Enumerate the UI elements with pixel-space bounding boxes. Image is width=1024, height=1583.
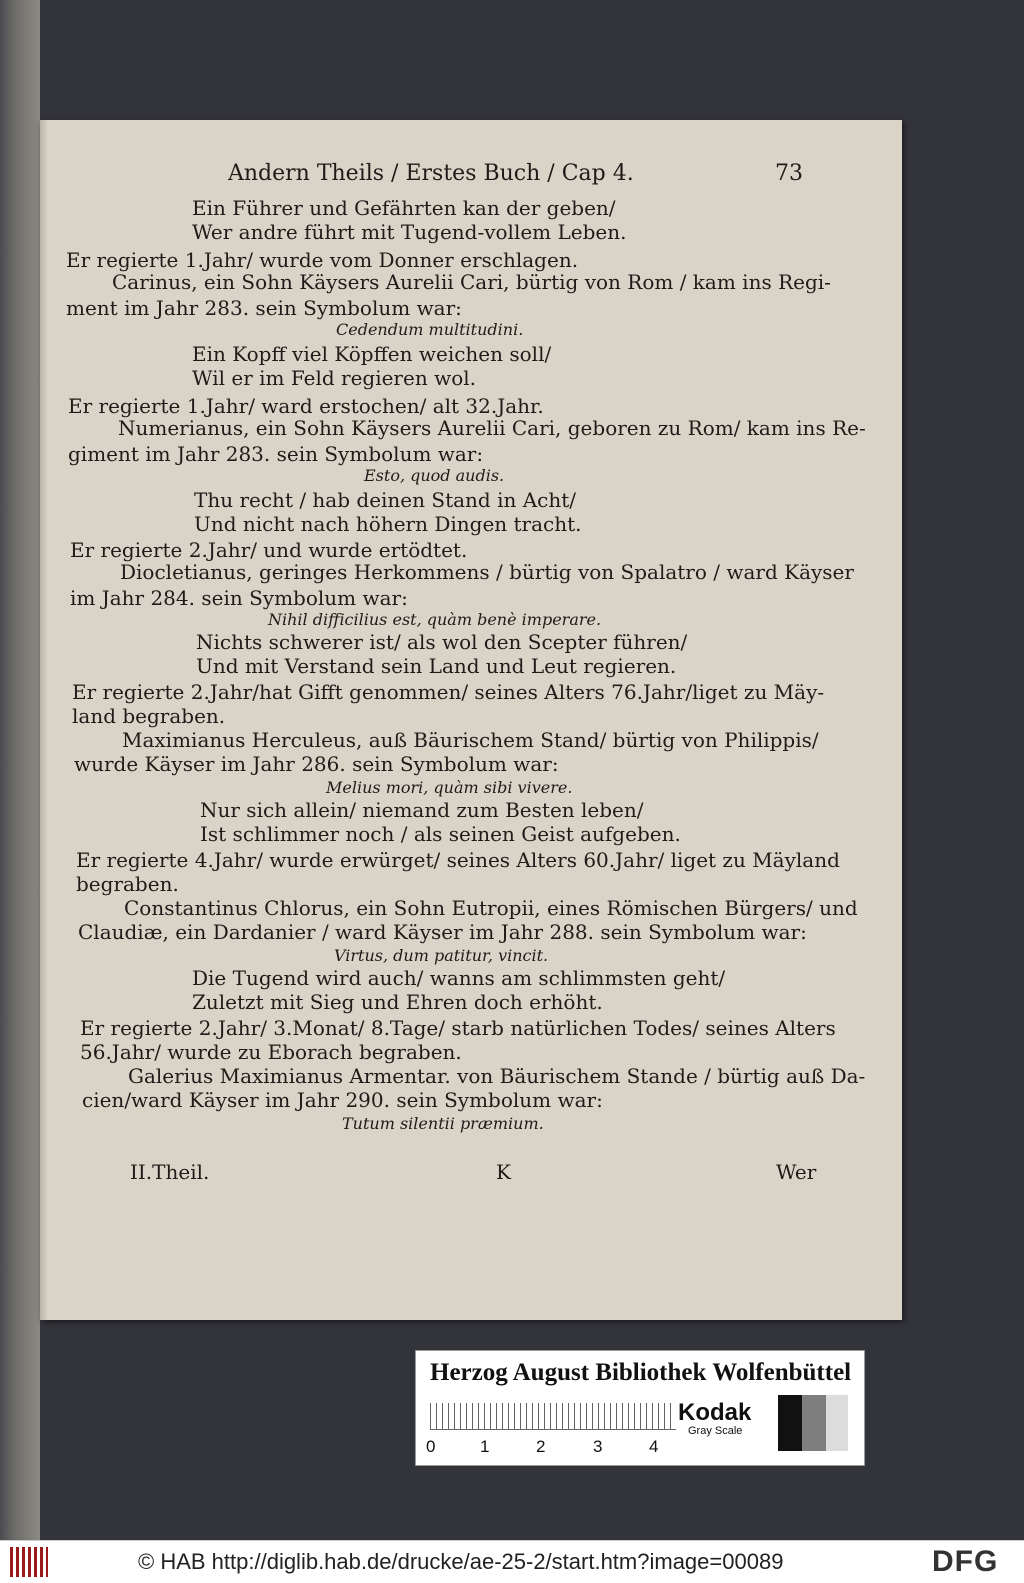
- kodak-logo-text: Kodak: [678, 1399, 752, 1426]
- text-line: Ein Führer und Gefährten kan der geben/: [192, 196, 616, 220]
- text-line: Nur sich allein/ niemand zum Besten leben/: [200, 798, 644, 822]
- motto-line: Virtus, dum patitur, vincit.: [334, 946, 549, 965]
- text-line: Zuletzt mit Sieg und Ehren doch erhöht.: [192, 990, 603, 1014]
- card-title: Herzog August Bibliothek Wolfenbüttel: [430, 1359, 852, 1386]
- text-line: Ein Kopff viel Köpffen weichen soll/: [192, 342, 552, 366]
- motto-line: Esto, quod audis.: [364, 466, 505, 485]
- text-line: Galerius Maximianus Armentar. von Bäurischem Stande / bürtig auß Da-: [128, 1064, 866, 1088]
- text-line: Und mit Verstand sein Land und Leut regieren.: [196, 654, 677, 678]
- gray-patch-light: [826, 1395, 848, 1451]
- text-line: cien/ward Käyser im Jahr 290. sein Symbolum war:: [82, 1088, 603, 1112]
- scale-number: 2: [536, 1437, 546, 1456]
- color-calibration-card: [415, 1350, 865, 1466]
- motto-line: Melius mori, quàm sibi vivere.: [326, 778, 573, 797]
- motto-line: Tutum silentii præmium.: [342, 1114, 544, 1133]
- gray-scale-label: Gray Scale: [688, 1425, 743, 1437]
- running-head: Andern Theils / Erstes Buch / Cap 4.: [228, 161, 634, 186]
- text-line: Ist schlimmer noch / als seinen Geist aufgeben.: [200, 822, 681, 846]
- text-line: Maximianus Herculeus, auß Bäurischem Stand/ bürtig von Philippis/: [122, 728, 819, 752]
- catchword: Wer: [776, 1160, 817, 1184]
- text-line: Diocletianus, geringes Herkommens / bürtig von Spalatro / ward Käyser: [120, 560, 854, 584]
- signature-mark: II.Theil.: [130, 1160, 210, 1184]
- text-line: Er regierte 1.Jahr/ ward erstochen/ alt 32.Jahr.: [68, 394, 544, 418]
- text-line: Constantinus Chlorus, ein Sohn Eutropii, eines Römischen Bürgers/ und: [124, 896, 858, 920]
- text-line: 56.Jahr/ wurde zu Eborach begraben.: [80, 1040, 462, 1064]
- text-line: Er regierte 2.Jahr/ und wurde ertödtet.: [70, 538, 468, 562]
- scale-number: 3: [593, 1437, 603, 1456]
- text-line: Thu recht / hab deinen Stand in Acht/: [194, 488, 577, 512]
- text-line: land begraben.: [72, 704, 226, 728]
- text-line: Claudiæ, ein Dardanier / ward Käyser im Jahr 288. sein Symbolum war:: [78, 920, 807, 944]
- text-line: Er regierte 4.Jahr/ wurde erwürget/ seines Alters 60.Jahr/ liget zu Mäyland: [76, 848, 840, 872]
- hab-logo-icon: [10, 1547, 48, 1577]
- text-line: Nichts schwerer ist/ als wol den Scepter führen/: [196, 630, 688, 654]
- text-line: Er regierte 1.Jahr/ wurde vom Donner erschlagen.: [66, 248, 579, 272]
- text-line: Numerianus, ein Sohn Käysers Aurelii Cari, geboren zu Rom/ kam ins Re-: [118, 416, 866, 440]
- text-line: giment im Jahr 283. sein Symbolum war:: [68, 442, 484, 466]
- text-line: Er regierte 2.Jahr/ 3.Monat/ 8.Tage/ starb natürlichen Todes/ seines Alters: [80, 1016, 836, 1040]
- text-line: Carinus, ein Sohn Käysers Aurelii Cari, bürtig von Rom / kam ins Regi-: [112, 270, 831, 294]
- gathering-mark: K: [496, 1160, 511, 1184]
- gray-patch-black: [778, 1395, 802, 1451]
- motto-line: Nihil difficilius est, quàm benè imperare.: [268, 610, 602, 629]
- page-gutter-shadow: [40, 120, 48, 1320]
- footer-bar: [0, 1540, 1024, 1583]
- text-line: ment im Jahr 283. sein Symbolum war:: [66, 296, 462, 320]
- text-line: Wer andre führt mit Tugend-vollem Leben.: [192, 220, 627, 244]
- text-line: Wil er im Feld regieren wol.: [192, 366, 476, 390]
- gray-patch-mid: [802, 1395, 826, 1451]
- text-line: Und nicht nach höhern Dingen tracht.: [194, 512, 582, 536]
- text-line: im Jahr 284. sein Symbolum war:: [70, 586, 408, 610]
- text-line: Er regierte 2.Jahr/hat Gifft genommen/ seines Alters 76.Jahr/liget zu Mäy-: [72, 680, 825, 704]
- text-line: begraben.: [76, 872, 179, 896]
- text-line: wurde Käyser im Jahr 286. sein Symbolum war:: [74, 752, 559, 776]
- dfg-logo: DFG: [932, 1545, 999, 1578]
- scale-number: 0: [426, 1437, 436, 1456]
- motto-line: Cedendum multitudini.: [336, 320, 524, 339]
- scan-background-left: [0, 0, 40, 1540]
- scale-number: 1: [480, 1437, 490, 1456]
- scale-number: 4: [649, 1437, 659, 1456]
- page-number: 73: [775, 161, 803, 186]
- footer-url[interactable]: © HAB http://diglib.hab.de/drucke/ae-25-2/start.htm?image=00089: [138, 1549, 784, 1574]
- text-line: Die Tugend wird auch/ wanns am schlimmsten geht/: [192, 966, 726, 990]
- ruler-scale: [430, 1403, 676, 1430]
